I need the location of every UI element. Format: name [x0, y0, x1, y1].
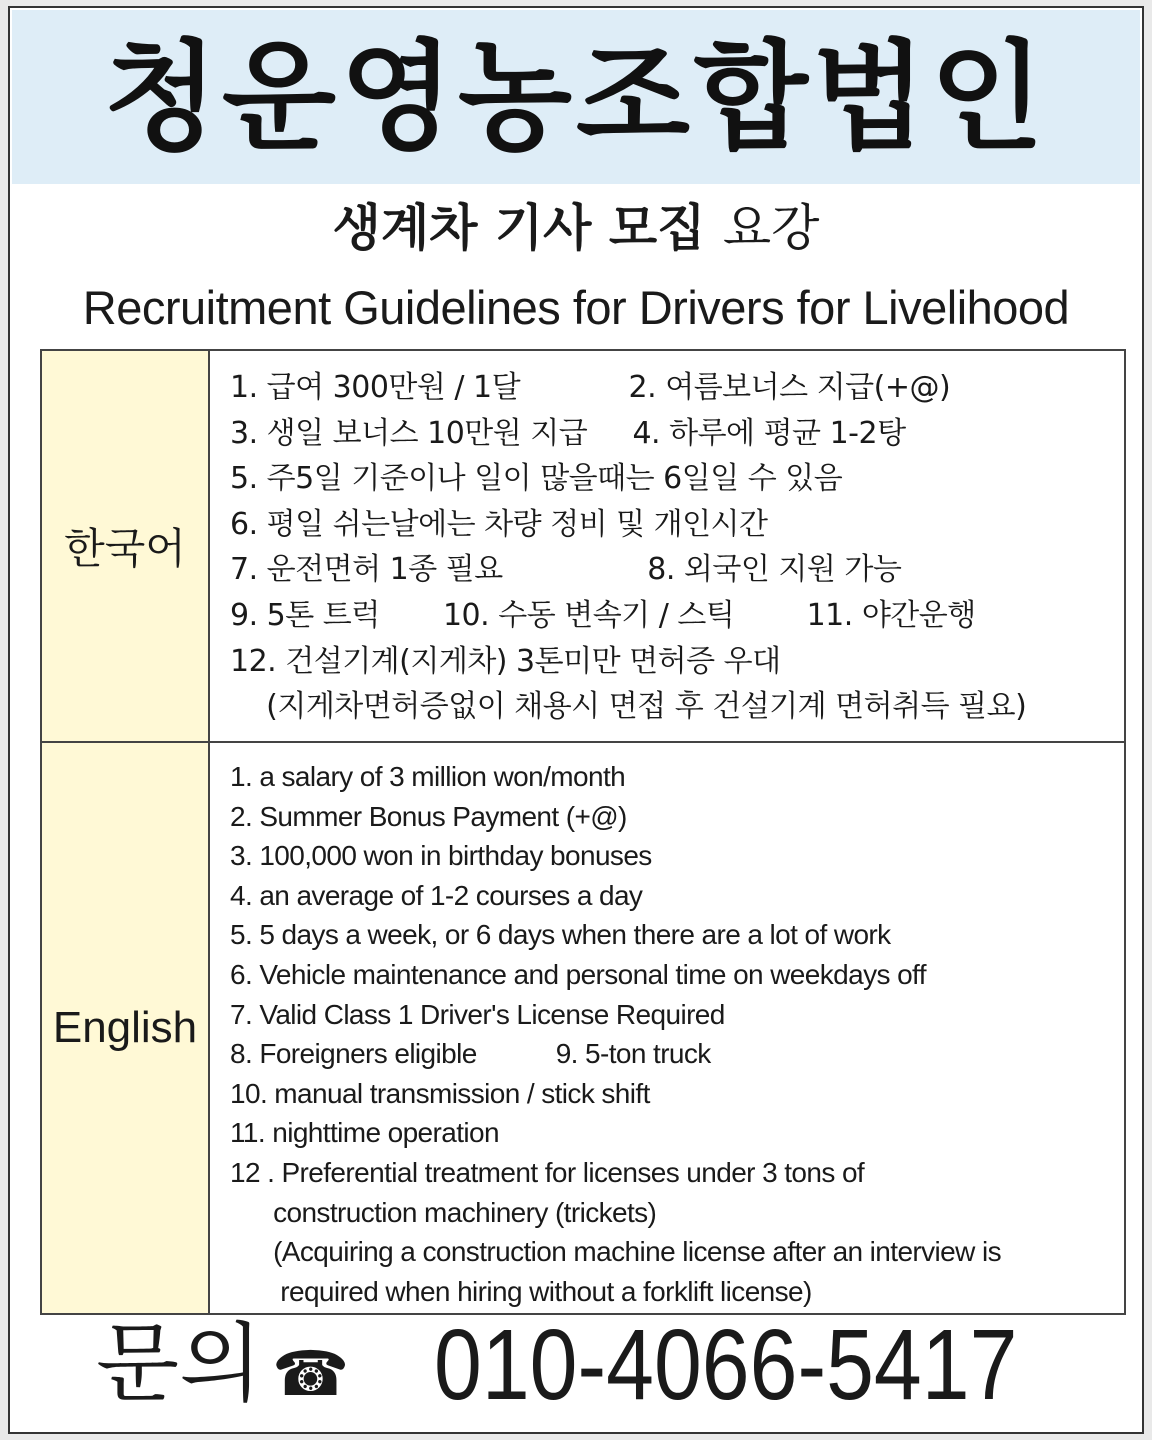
- korean-title-main: 생계차 기사 모집: [332, 199, 706, 257]
- guidelines-table: [40, 349, 1126, 1315]
- list-item: construction machinery (trickets): [230, 1196, 657, 1228]
- contact-footer: [10, 1309, 1142, 1423]
- korean-section: [42, 351, 1124, 741]
- list-item: 3. 생일 보너스 10만원 지급 4. 하루에 평균 1-2탕: [230, 415, 906, 451]
- list-item: 7. 운전면허 1종 필요 8. 외국인 지원 가능: [230, 552, 902, 588]
- list-item: 1. a salary of 3 million won/month: [230, 761, 626, 792]
- english-list: [210, 743, 1124, 1313]
- inquiry-label: 문의: [96, 1314, 263, 1414]
- phone-number[interactable]: 010-4066-5417: [434, 1309, 1018, 1421]
- list-item: (지게차면허증없이 채용시 면접 후 건설기계 면허취득 필요): [230, 689, 1027, 725]
- telephone-icon: ☎: [272, 1337, 350, 1410]
- korean-title-suffix: 요강: [722, 199, 820, 257]
- list-item: 1. 급여 300만원 / 1달 2. 여름보너스 지급(+@): [230, 370, 951, 405]
- list-item: 3. 100,000 won in birthday bonuses: [230, 840, 652, 872]
- list-item: 9. 5톤 트럭 10. 수동 변속기 / 스틱 11. 야간운행: [230, 597, 976, 633]
- korean-list: [210, 351, 1124, 741]
- list-item: 2. Summer Bonus Payment (+@): [230, 800, 627, 832]
- english-label: English: [42, 743, 210, 1313]
- list-item: 11. nighttime operation: [230, 1117, 499, 1149]
- list-item: 6. 평일 쉬는날에는 차량 정비 및 개인시간: [230, 506, 768, 542]
- list-item: required when hiring without a forklift license): [230, 1275, 812, 1307]
- list-item: 10. manual transmission / stick shift: [230, 1077, 650, 1109]
- list-item: 12. 건설기계(지게차) 3톤미만 면허증 우대: [230, 643, 781, 679]
- english-title: Recruitment Guidelines for Drivers for Livelihood: [82, 281, 1070, 334]
- english-section: [42, 741, 1124, 1313]
- list-item: (Acquiring a construction machine license after an interview is: [230, 1236, 1001, 1268]
- korean-label: 한국어: [42, 351, 210, 741]
- flyer: [8, 6, 1144, 1434]
- korean-title: [10, 199, 1142, 257]
- list-item: 4. an average of 1-2 courses a day: [230, 879, 643, 911]
- list-item: 5. 5 days a week, or 6 days when there are a lot of work: [230, 919, 891, 951]
- organization-name: 청운영농조합법인: [104, 28, 1048, 166]
- list-item: 7. Valid Class 1 Driver's License Required: [230, 998, 725, 1030]
- list-item: 12 . Preferential treatment for licenses under 3 tons of: [230, 1156, 865, 1188]
- header-banner: [12, 10, 1140, 184]
- list-item: 6. Vehicle maintenance and personal time on weekdays off: [230, 958, 926, 990]
- list-item: 8. Foreigners eligible 9. 5-ton truck: [230, 1038, 711, 1070]
- list-item: 5. 주5일 기준이나 일이 많을때는 6일일 수 있음: [230, 461, 843, 497]
